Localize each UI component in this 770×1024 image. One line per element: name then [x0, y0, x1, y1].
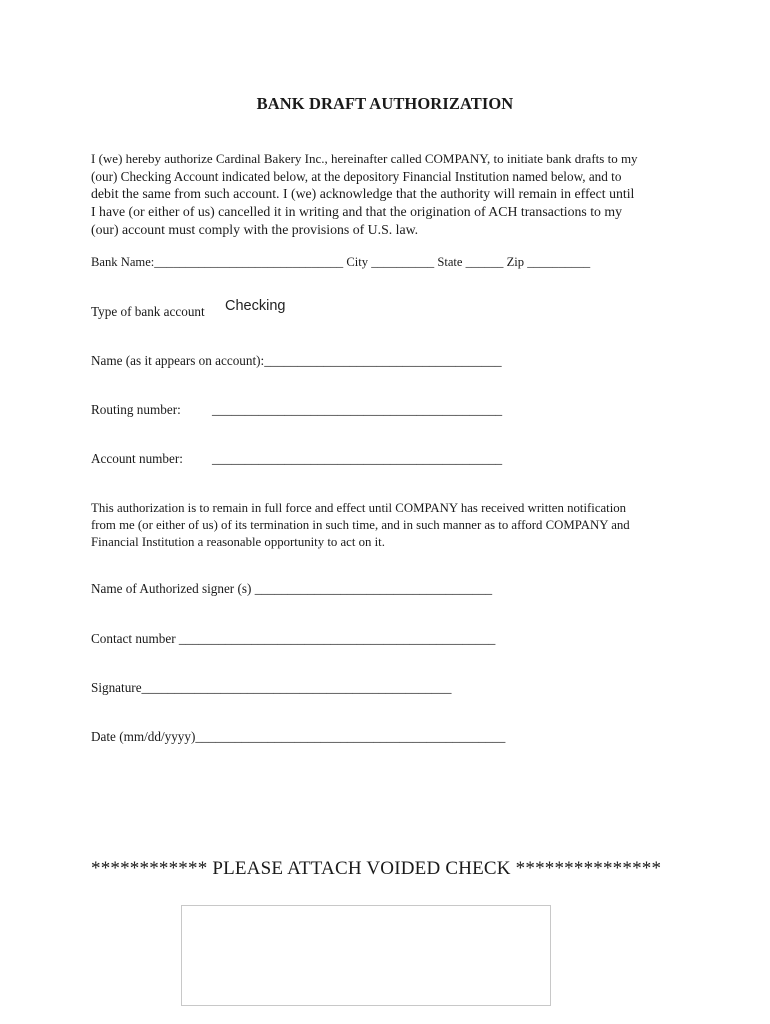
paragraph-line: debit the same from such account. I (we) acknowledge that the authority will remain in effect until	[91, 186, 635, 202]
document-title: BANK DRAFT AUTHORIZATION	[256, 94, 514, 113]
paragraph-line: I have (or either of us) cancelled it in writing and that the origination of ACH transactions to my	[91, 204, 623, 220]
account-number-field[interactable]: ____________________________________________	[212, 451, 503, 466]
voided-check-attachment-box[interactable]	[181, 905, 551, 1006]
terms-paragraph	[91, 500, 701, 551]
paragraph-line: from me (or either of us) of its termination in such time, and in such manner as to afford COMPANY and	[91, 518, 630, 532]
bank-name-city-state-zip-field[interactable]: Bank Name:______________________________ City __________ State ______ Zip __________	[91, 255, 591, 269]
paragraph-line: (our) Checking Account indicated below, at the depository Financial Institution named below, and to	[91, 168, 622, 184]
routing-number-field[interactable]: ____________________________________________	[212, 402, 503, 417]
paragraph-line: I (we) hereby authorize Cardinal Bakery Inc., hereinafter called COMPANY, to initiate bank drafts to my	[91, 151, 638, 166]
date-field[interactable]: Date (mm/dd/yyyy)_______________________________________________	[91, 729, 506, 744]
authorized-signer-field[interactable]: Name of Authorized signer (s) ____________________________________	[91, 581, 493, 596]
account-type-label: Type of bank account	[91, 304, 205, 319]
routing-number-label: Routing number:	[91, 402, 181, 417]
paragraph-line: This authorization is to remain in full force and effect until COMPANY has received written notification	[91, 501, 627, 515]
attach-voided-check-banner: ************ PLEASE ATTACH VOIDED CHECK ***************	[91, 858, 662, 879]
paragraph-line: (our) account must comply with the provisions of U.S. law.	[91, 221, 419, 237]
signature-field[interactable]: Signature_______________________________________________	[91, 680, 452, 695]
account-holder-name-field[interactable]: Name (as it appears on account):____________________________________	[91, 353, 502, 368]
contact-number-field[interactable]: Contact number ________________________________________________	[91, 631, 496, 646]
account-number-label: Account number:	[91, 451, 183, 466]
authorization-paragraph	[91, 150, 701, 239]
paragraph-line: Financial Institution a reasonable opportunity to act on it.	[91, 535, 385, 549]
account-type-value[interactable]: Checking	[225, 298, 286, 314]
